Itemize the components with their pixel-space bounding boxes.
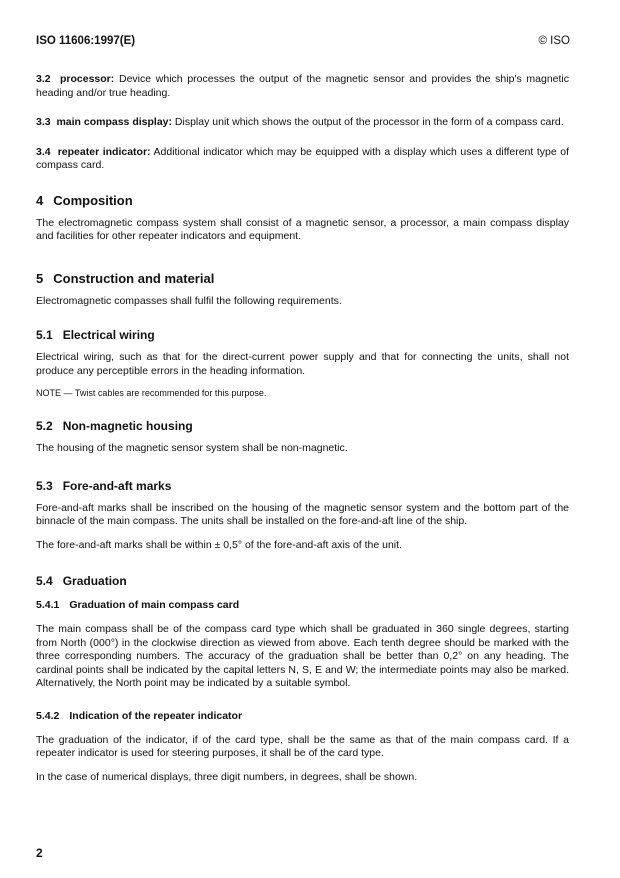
section-5-2-heading: 5.2 Non-magnetic housing [36, 419, 193, 433]
section-5-heading: 5 Construction and material [36, 270, 215, 286]
section-4-heading: 4 Composition [36, 192, 133, 208]
section-5-1-heading: 5.1 Electrical wiring [36, 328, 155, 342]
standard-number: ISO 11606:1997(E) [36, 35, 136, 47]
copyright-mark: © ISO [538, 35, 570, 47]
definition-3-3: 3.3 main compass display: Display unit which shows the output of the processor in the form of a compass card. [36, 116, 564, 128]
section-5-3-heading: 5.3 Fore-and-aft marks [36, 478, 172, 493]
section-5-text: Electromagnetic compasses shall fulfil the following requirements. [36, 294, 342, 307]
section-5-4-2-text-1: The graduation of the indicator, if of the card type, shall be the same as that of the main compass card. If a repeater indicator is used for steering purposes, it shall be of the card type. [36, 733, 569, 759]
section-5-4-heading: 5.4 Graduation [36, 574, 127, 588]
definition-3-4: 3.4 repeater indicator: Additional indicator which may be equipped with a display which uses a different type of compass card. [36, 145, 569, 171]
section-5-4-2-text-2: In the case of numerical displays, three digit numbers, in degrees, shall be shown. [36, 770, 418, 783]
section-4-text: The electromagnetic compass system shall consist of a magnetic sensor, a processor, a main compass display and facilities for other repeater indicators and equipment. [36, 216, 569, 242]
section-5-1-text: Electrical wiring, such as that for the direct-current power supply and that for connecting the units, shall not produce any perceptible errors in the heading information. [36, 351, 569, 377]
definition-3-2: 3.2 processor: Device which processes the output of the magnetic sensor and provides the ship's magnetic heading and/or true heading. [36, 73, 569, 99]
section-5-4-2-heading: 5.4.2 Indication of the repeater indicator [36, 709, 243, 722]
page-content [36, 73, 569, 784]
section-5-2-text: The housing of the magnetic sensor system shall be non-magnetic. [36, 442, 348, 454]
section-5-3-text-1: Fore-and-aft marks shall be inscribed on the housing of the magnetic sensor system and the bottom part of the binnacle of the main compass. The units shall be installed on the fore-and-aft line of the ship. [36, 501, 569, 527]
section-5-4-1-heading: 5.4.1 Graduation of main compass card [36, 599, 240, 611]
section-5-4-1-text: The main compass shall be of the compass card type which shall be graduated in 360 single degrees, starting from North (000°) in the clockwise direction as viewed from above. Each tenth degree should be marked with the three corresponding numbers. The accuracy of the graduation shall be better than 0,2° on any heading. The cardinal points shall be indicated by the capital letters N, S, E and W; the intermediate points may also be marked. Alternatively, the North point may be indicated by a suitable symbol. [36, 623, 569, 689]
section-5-3-text-2: The fore-and-aft marks shall be within ± 0,5° of the fore-and-aft axis of the unit. [36, 538, 402, 551]
page-number: 2 [36, 846, 43, 860]
section-5-1-note: NOTE — Twist cables are recommended for this purpose. [36, 388, 267, 398]
